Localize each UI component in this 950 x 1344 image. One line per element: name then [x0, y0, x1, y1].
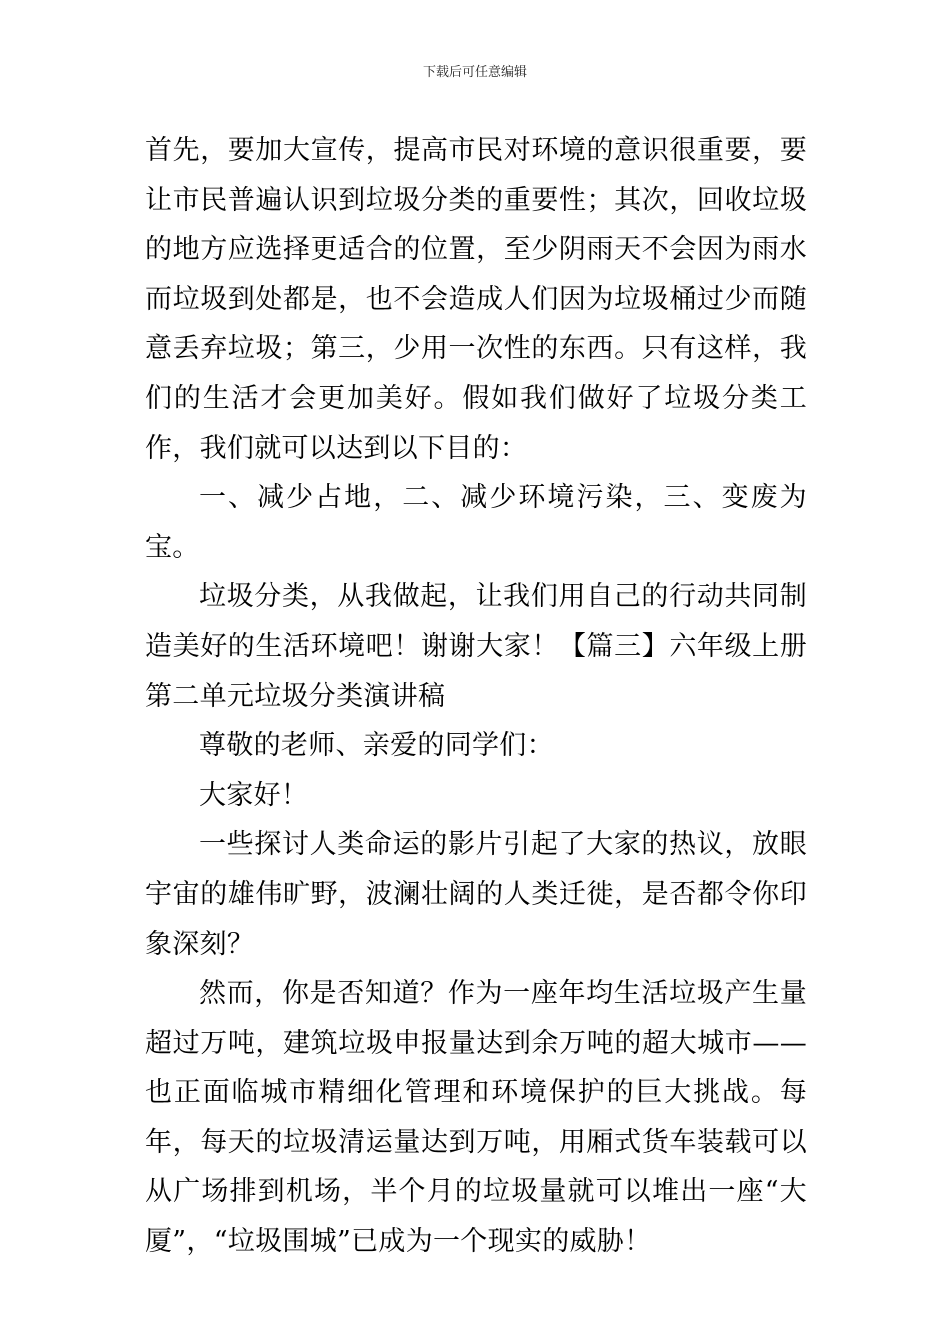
paragraph-goals-list: 一、减少占地，二、减少环境污染，三、变废为宝。 [145, 482, 807, 563]
paragraph-closing: 垃圾分类，从我做起，让我们用自己的行动共同制造美好的生活环境吧！谢谢大家！【篇三】六年级上册第二单元垃圾分类演讲稿 [145, 581, 807, 712]
paragraph-garbage-challenge: 然而，你是否知道？作为一座年均生活垃圾产生量超过万吨，建筑垃圾申报量达到余万吨的超大城市——也正面临城市精细化管理和环境保护的巨大挑战。每年，每天的垃圾清运量达到万吨，用厢式货车装载可以从广场排到机场，半个月的垃圾量就可以堆出一座“大厦”，“垃圾围城”已成为一个现实的威胁！ [145, 978, 807, 1258]
paragraph-first-continued: 首先，要加大宣传，提高市民对环境的意识很重要，要让市民普遍认识到垃圾分类的重要性；其次，回收垃圾的地方应选择更适合的位置，至少阴雨天不会因为雨水而垃圾到处都是，也不会造成人们因为垃圾桶过少而随意丢弃垃圾；第三，少用一次性的东西。只有这样，我们的生活才会更加美好。假如我们做好了垃圾分类工作，我们就可以达到以下目的： [145, 135, 807, 464]
paragraph-films: 一些探讨人类命运的影片引起了大家的热议，放眼宇宙的雄伟旷野，波澜壮阔的人类迁徙，是否都令你印象深刻？ [145, 829, 807, 960]
paragraph-greeting: 大家好！ [199, 779, 309, 811]
page-header: 下载后可任意编辑 [422, 65, 527, 80]
document-body [145, 126, 807, 1267]
paragraph-salutation: 尊敬的老师、亲爱的同学们： [199, 730, 554, 762]
